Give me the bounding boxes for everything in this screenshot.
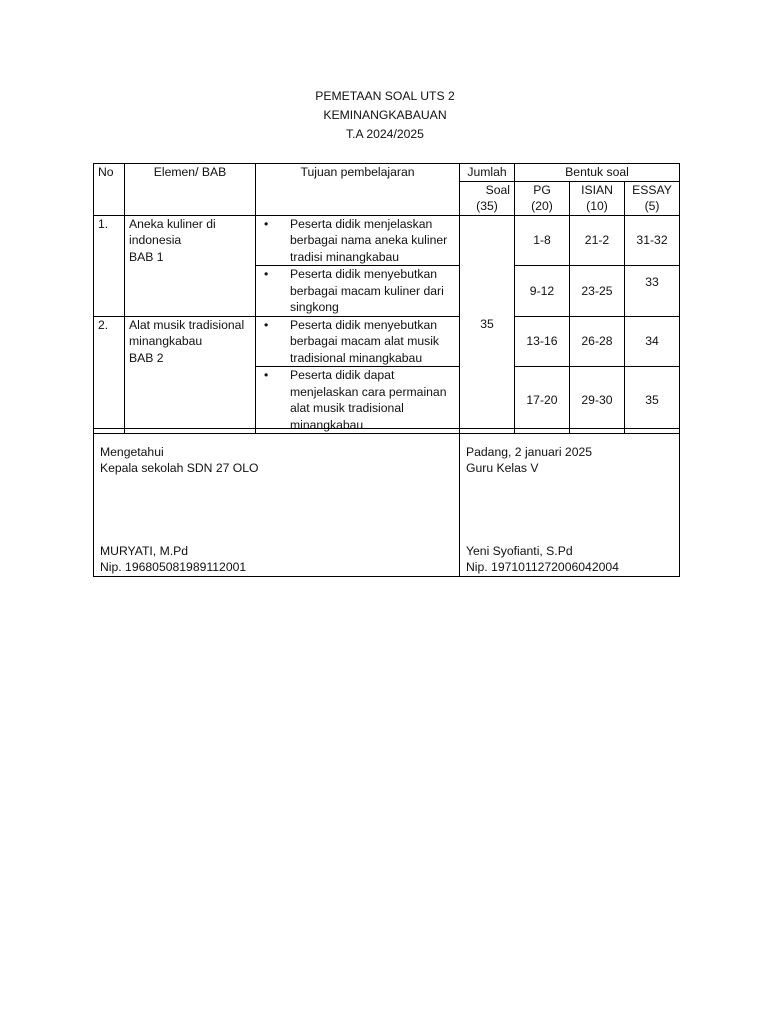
cell-pg: 9-12: [515, 266, 570, 317]
header-soal-label: Soal: [485, 182, 510, 197]
cell-pg: 17-20: [515, 367, 570, 434]
table-row: [94, 215, 680, 266]
tujuan-text: Peserta didik menyebutkan berbagai macam kuliner dari singkong: [290, 267, 444, 314]
header-tujuan: Tujuan pembelajaran: [256, 164, 460, 216]
row-elemen: [125, 215, 256, 316]
header-elemen: Elemen/ BAB: [125, 164, 256, 216]
header-pg: [515, 181, 570, 215]
mapping-table: [93, 163, 680, 434]
sig-right-nip: Nip. 1971011272006042004: [466, 559, 619, 574]
elemen-bab: BAB 1: [129, 249, 164, 264]
cell-isian: 23-25: [570, 266, 625, 317]
signature-table: [93, 428, 680, 577]
header-essay: [625, 181, 680, 215]
elemen-bab: BAB 2: [129, 350, 164, 365]
elemen-name: Alat musik tradisional minangkabau: [129, 317, 245, 348]
header-essay-label: ESSAY: [632, 182, 672, 197]
tujuan-text: Peserta didik menyebutkan berbagai macam alat musik tradisional minangkabau: [290, 317, 440, 365]
cell-essay: 31-32: [625, 215, 680, 266]
sig-left-name: MURYATI, M.Pd: [100, 543, 189, 558]
header-soal: [460, 181, 515, 215]
sig-left-line-1: Mengetahui: [100, 445, 164, 459]
title-line-3: T.A 2024/2025: [346, 127, 424, 141]
table-row: [94, 316, 680, 367]
cell-essay: 34: [625, 316, 680, 367]
sig-right-line-1: Padang, 2 januari 2025: [466, 445, 593, 459]
bullet-icon: •: [264, 216, 269, 231]
row-tujuan: [256, 367, 460, 434]
row-number: 1.: [94, 215, 125, 316]
sig-right-name: Yeni Syofianti, S.Pd: [466, 543, 573, 558]
cell-isian: 21-2: [570, 215, 625, 266]
cell-essay: 33: [625, 266, 680, 317]
bullet-icon: •: [264, 317, 269, 332]
header-pg-label: PG: [533, 182, 551, 197]
row-number: 2.: [94, 316, 125, 434]
elemen-name: Aneka kuliner di indonesia: [129, 216, 216, 247]
header-isian-label: ISIAN: [581, 182, 613, 197]
header-row-1: [94, 164, 680, 182]
header-pg-count: (20): [531, 199, 553, 213]
header-isian: [570, 181, 625, 215]
row-tujuan: [256, 266, 460, 317]
header-no: No: [94, 164, 125, 216]
header-soal-count: (35): [476, 199, 498, 213]
cell-isian: 29-30: [570, 367, 625, 434]
row-elemen: [125, 316, 256, 434]
header-bentuk-soal: Bentuk soal: [515, 164, 680, 182]
bullet-icon: •: [264, 267, 269, 281]
cell-isian: 26-28: [570, 316, 625, 367]
header-essay-count: (5): [644, 199, 660, 213]
bullet-icon: •: [264, 368, 269, 382]
document-title: [0, 87, 768, 144]
cell-pg: 13-16: [515, 316, 570, 367]
title-line-1: PEMETAAN SOAL UTS 2: [315, 89, 455, 103]
cell-pg: 1-8: [515, 215, 570, 266]
header-isian-count: (10): [586, 199, 608, 213]
jumlah-soal-total: 35: [460, 215, 515, 434]
tujuan-text: Peserta didik dapat menjelaskan cara permainan alat musik tradisional minangkabau: [290, 368, 447, 432]
signature-row: [94, 429, 680, 577]
sig-left-line-2: Kepala sekolah SDN 27 OLO: [100, 461, 259, 476]
title-line-2: KEMINANGKABAUAN: [323, 108, 447, 122]
signature-left: [94, 429, 460, 577]
row-tujuan: [256, 316, 460, 367]
cell-essay: 35: [625, 367, 680, 434]
sig-left-nip: Nip. 196805081989112001: [100, 559, 247, 574]
row-tujuan: [256, 215, 460, 266]
sig-right-line-2: Guru Kelas V: [466, 461, 539, 476]
tujuan-text: Peserta didik menjelaskan berbagai nama aneka kuliner tradisi minangkabau: [290, 216, 448, 264]
header-jumlah: Jumlah: [460, 164, 515, 182]
signature-right: [460, 429, 680, 577]
